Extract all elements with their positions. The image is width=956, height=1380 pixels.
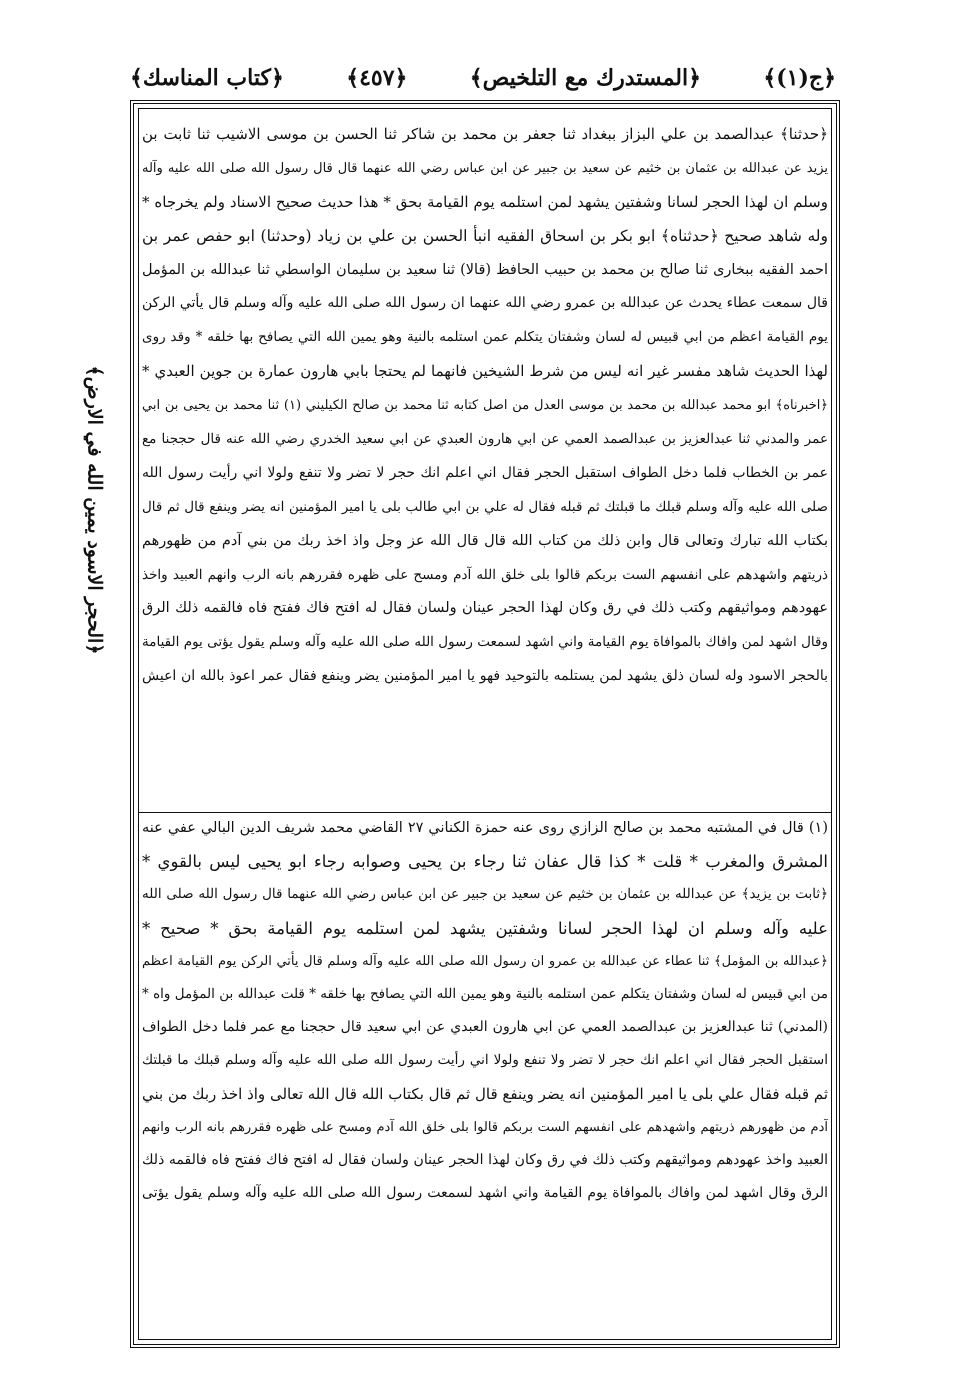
note-line: (١) قال في المشتبه محمد بن صالح الزازي روى عنه حمزة الكناني ٢٧ القاضي محمد شريف الدين البالي عفي عنه (142, 820, 828, 836)
note-line: استقبل الحجر فقال اني اعلم انك حجر لا تضر ولا تنفع ولولا اني رأيت رسول الله صلى الله عليه وآله وسلم قبلك ما قبلتك (142, 1052, 828, 1069)
page-header (130, 58, 836, 98)
main-line: يوم القيامة اعظم من ابي قبيس له لسان وشفتان يتكلم عمن استلمه بالنية وهو يمين الله التي يصافح بها خلقه * وقد روى (142, 329, 828, 346)
note-line: عليه وآله وسلم ان لهذا الحجر لسانا وشفتين يشهد لمن استلمه يوم القيامة بحق * صحيح * (142, 918, 828, 938)
main-line: قال سمعت عطاء يحدث عن عبدالله بن عمرو رضي الله عنهما ان رسول الله صلى الله عليه وآله وسلم قال يأتي الركن (142, 295, 828, 312)
note-line: من ابي قبيس له لسان وشفتان يتكلم عمن استلمه بالنية وهو يمين الله التي يصافح بها خلقه * قلت عبدالله بن المؤمل واه * (142, 985, 828, 1002)
main-line: بكتاب الله تبارك وتعالى قال وابن ذلك من كتاب الله قال قال الله عز وجل واذ اخذ ربك من بني آدم من ظهورهم (142, 532, 828, 549)
note-line: العبيد واخذ عهودهم ومواثيقهم وكتب ذلك في رق وكان لهذا الحجر عينان ولسان فقال له افتح فاك ففتح فاه فالقمه ذلك (142, 1151, 828, 1168)
note-line: ﴿ثابت بن يزيد﴾ عن عبدالله بن عثمان بن خثيم عن سعيد بن جبير عن ابن عباس رضي الله عنهما قال رسول الله صلى الله (142, 886, 828, 903)
main-line: لهذا الحديث شاهد مفسر غير انه ليس من شرط الشيخين فانهما لم يحتجا بابي هارون عمارة بن جوين العبدي * (142, 362, 828, 381)
page-number: ﴿٤٥٧﴾ (346, 65, 408, 91)
main-line: بالحجر الاسود وله لسان ذلق يشهد لمن يستلمه بالتوحيد فهو يا امير المؤمنين يضر وينفع فقال عمر اعوذ بالله ان اعيش (142, 668, 828, 685)
main-line: عمر بن الخطاب فلما دخل الطواف استقبل الحجر فقال اني اعلم انك حجر لا تضر ولا تنفع ولولا اني رأيت رسول الله (142, 464, 828, 481)
book-title: ﴿المستدرك مع التلخيص﴾ (469, 65, 701, 91)
main-line: ﴿حدثنا﴾ عبدالصمد بن علي البزاز ببغداد ثنا جعفر بن محمد بن شاكر ثنا الحسن بن موسى الاشيب ثنا ثابت بن (142, 125, 828, 143)
footnotes-and-summary (142, 812, 828, 1210)
note-line: آدم من ظهورهم ذريتهم واشهدهم على انفسهم الست بربكم قالوا بلى خلق الله آدم ومسح على ظهره فقررهم بانه الرب وانهم (142, 1119, 828, 1135)
main-text (142, 118, 828, 694)
volume-label: ﴿ج(١)﴾ (763, 65, 836, 91)
margin-note-text: ﴿الحجر الاسود يمين الله في الارض﴾ (83, 365, 105, 655)
note-line: المشرق والمغرب * قلت * كذا قال عفان ثنا رجاء بن يحيى وصوابه رجاء ابو يحيى ليس بالقوي * (142, 852, 828, 872)
main-line: وله شاهد صحيح ﴿حدثناه﴾ ابو بكر بن اسحاق الفقيه انبأ الحسن بن علي بن زياد (وحدثنا) ابو حفص عمر بن (142, 226, 828, 245)
main-line: عمر والمدني ثنا عبدالعزيز بن عبدالصمد العمي عن ابي هارون العبدي عن ابي سعيد الخدري رضي الله عنه قال حججنا مع (142, 431, 828, 448)
chapter-title: ﴿كتاب المناسك﴾ (130, 65, 284, 91)
main-line: عهودهم ومواثيقهم وكتب ذلك في رق وكان لهذا الحجر عينان ولسان فقال له افتح فاك ففتح فاه فالقمه ذلك الرق (142, 600, 828, 617)
margin-note (74, 320, 114, 700)
note-line: ثم قبله فقال علي بلى يا امير المؤمنين انه يضر وينفع قال ثم قال بكتاب الله قال الله تعالى واذ اخذ ربك من بني (142, 1084, 828, 1103)
main-line: احمد الفقيه ببخارى ثنا صالح بن محمد بن حبيب الحافظ (قالا) ثنا سعيد بن سليمان الواسطي ثنا عبدالله بن المؤمل (142, 261, 828, 278)
page-frame (130, 100, 840, 1348)
main-line: يزيد عن عبدالله بن عثمان بن خثيم عن سعيد بن جبير عن ابن عباس رضي الله عنهما قال قال رسول الله صلى الله عليه وآله (142, 160, 828, 176)
main-line: وقال اشهد لمن وافاك بالموافاة يوم القيامة واني اشهد لسمعت رسول الله صلى الله عليه وآله وسلم يقول يؤتى يوم القيامة (142, 634, 828, 651)
main-line: ذريتهم واشهدهم على انفسهم الست بربكم قالوا بلى خلق الله آدم ومسح على ظهره فقررهم بانه الرب وانهم العبيد واخذ (142, 566, 828, 583)
note-line: الرق وقال اشهد لمن وافاك بالموافاة يوم القيامة واني اشهد لسمعت رسول الله صلى الله عليه وآله وسلم يقول يؤتى (142, 1185, 828, 1202)
main-line: صلى الله عليه وآله وسلم قبلك ما قبلتك ثم قبله فقال له علي بن ابي طالب بلى يا امير المؤمنين انه يضر وينفع قال ثم قال (142, 498, 828, 515)
main-line: وسلم ان لهذا الحجر لسانا وشفتين يشهد لمن استلمه يوم القيامة بحق * هذا حديث صحيح الاسناد ولم يخرجاه * (142, 192, 828, 211)
note-line: ﴿عبدالله بن المؤمل﴾ ثنا عطاء عن عبدالله بن عمرو ان رسول الله صلى الله عليه وآله وسلم قال يأتي الركن يوم القيامة اعظم (142, 953, 828, 969)
note-line: (المدني) ثنا عبدالعزيز بن عبدالصمد العمي عن ابي هارون العبدي عن ابي سعيد قال حججنا مع عمر فلما دخل الطواف (142, 1019, 828, 1036)
main-line: ﴿اخبرناه﴾ ابو محمد عبدالله بن محمد بن موسى العدل من اصل كتابه ثنا محمد بن صالح الكيليني (١) ثنا محمد بن يحيى بن ابي (142, 398, 828, 414)
